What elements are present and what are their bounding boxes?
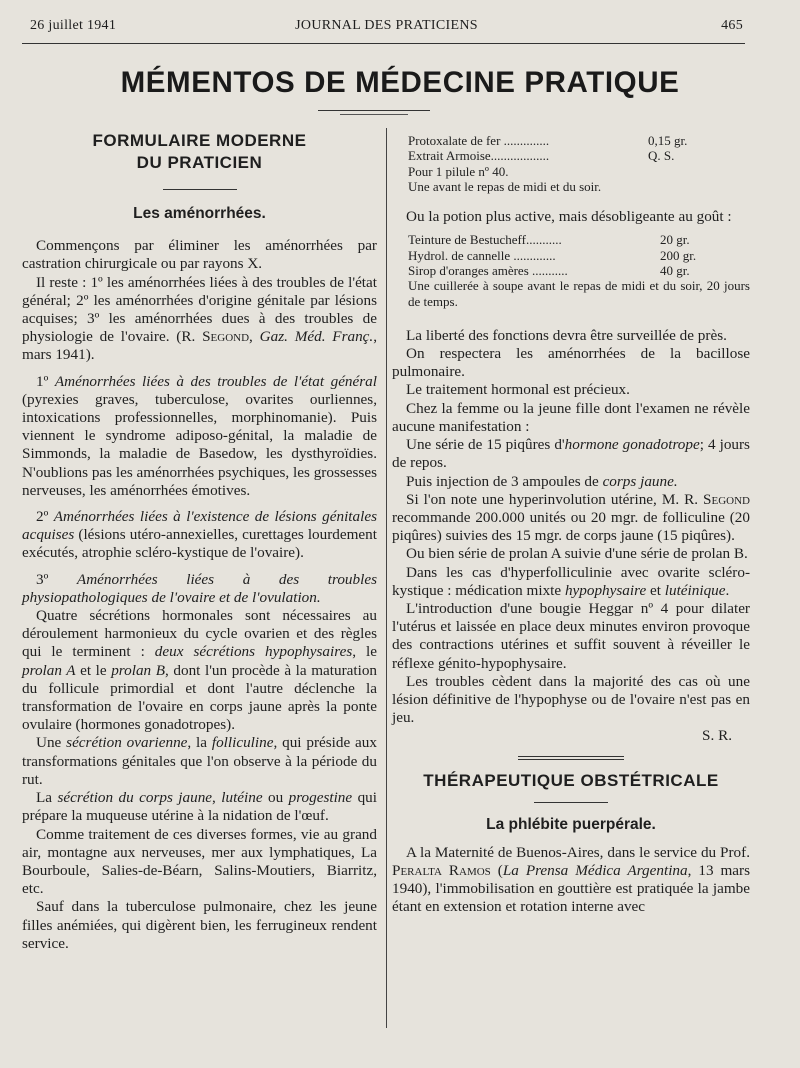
- author-name: Segond: [202, 328, 250, 346]
- section-title: [22, 130, 377, 174]
- prescription-line: Sirop d'oranges amères ........... 40 gr.: [408, 262, 690, 278]
- paragraph: Puis injection de 3 ampoules de corps jaune.: [406, 472, 678, 490]
- prescription-line: Pour 1 pilule nº 40.: [408, 163, 509, 179]
- prescription-line: Protoxalate de fer .............. 0,15 gr.: [408, 133, 688, 148]
- section-rule: [518, 759, 624, 760]
- issue-date: 26 juillet 1941: [30, 18, 117, 33]
- prescription-2: [392, 232, 750, 308]
- header-rule: [22, 43, 745, 44]
- paragraph: Sauf dans la tuberculose pulmonaire, chez les jeune filles anémiées, qui digèrent bien, les ferrugineux rendent service.: [22, 898, 377, 952]
- paragraph: Une sécrétion ovarienne, la folliculine, qui préside aux transformations génitales que l'on observe à la période du rut.: [22, 734, 377, 788]
- journal-reference: La Prensa Médica Argentina: [502, 861, 688, 879]
- author-name: Segond: [703, 490, 750, 508]
- prescription-line: Extrait Armoise.................. Q. S.: [408, 148, 675, 164]
- journal-reference: Gaz. Méd. Franç.: [259, 328, 374, 346]
- section-title-line-2: DU PRATICIEN: [136, 153, 263, 172]
- prescription-line: Teinture de Bestucheff........... 20 gr.: [408, 232, 690, 248]
- paragraph: Dans les cas d'hyperfolliculinie avec ovarite scléro-kystique : médication mixte hypophysaire et lutéinique.: [392, 563, 750, 599]
- paragraph: Quatre sécrétions hormonales sont nécessaires au déroulement harmonieux du cycle ovarien et des règles qui le terminent : deux sécrétions hypophysaires, le prolan A et le prolan B, dont l'un procède à la maturation du follicule primordial et dont l'autre déclenche la transformation de l'ovaire en corps jaune après la ponte ovulaire (hormones gonadotropes).: [22, 607, 378, 734]
- article-subtitle: La phlébite puerpérale.: [486, 815, 656, 833]
- paragraph: Les troubles cèdent dans la majorité des cas où une lésion définitive de l'hypophyse ou de l'ovaire n'est pas en jeu.: [392, 672, 750, 727]
- running-header: [30, 18, 743, 44]
- right-column: [392, 133, 750, 917]
- page-number: 465: [721, 18, 743, 33]
- title-rule: [318, 110, 430, 111]
- paragraph: On respectera les aménorrhées de la bacillose pulmonaire.: [392, 345, 750, 381]
- page-title: MÉMENTOS DE MÉDECINE PRATIQUE: [120, 66, 680, 99]
- prescription-note: Une cuillerée à soupe avant le repas de midi et du soir, 20 jours de temps.: [408, 278, 750, 309]
- journal-name: JOURNAL DES PRATICIENS: [295, 18, 478, 33]
- column-divider: [386, 128, 387, 1028]
- paragraph: La liberté des fonctions devra être surveillée de près.: [406, 326, 727, 344]
- article-subtitle: Les aménorrhées.: [133, 205, 266, 222]
- paragraph: Ou la potion plus active, mais désobligeante au goût :: [406, 208, 732, 226]
- paragraph: Ou bien série de prolan A suivie d'une série de prolan B.: [406, 545, 748, 563]
- prescription-line: Hydrol. de cannelle ............. 200 gr.: [408, 247, 697, 263]
- paragraph: 3º Aménorrhées liées à des troubles physiopathologiques de l'ovaire et de l'ovulation.: [22, 570, 377, 606]
- paragraph: Une série de 15 piqûres d'hormone gonadotrope; 4 jours de repos.: [392, 436, 750, 472]
- paragraph: Il reste : 1º les aménorrhées liées à des troubles de l'état général; 2º les aménorrhées d'origine génitale par lésions acquises; 3º les aménorrhées dues à des troubles de physiologie de l'ovaire. (R. Segond, Gaz. Méd. Franç., mars 1941).: [22, 273, 377, 364]
- prescription-note: Une avant le repas de midi et du soir.: [408, 178, 602, 194]
- paragraph: A la Maternité de Buenos-Aires, dans le service du Prof. Peralta Ramos (La Prensa Médica Argentina, 13 mars 1940), l'immobilisation en gouttière est pratiquée la jambe étant en extension et rotation interne avec: [392, 843, 751, 916]
- author-name: Peralta Ramos: [392, 861, 491, 879]
- paragraph: 2º Aménorrhées liées à l'existence de lésions génitales acquises (lésions utéro-annexielles, curettages lourdement exécutés, atrophie scléro-kystique de l'ovaire).: [22, 508, 377, 562]
- paragraph: Comme traitement de ces diverses formes, vie au grand air, montagne aux nerveuses, mer aux lymphatiques, La Bourboule, Salies-de-Béarn, Salins-Moutiers, Biarritz, etc.: [22, 825, 377, 898]
- section-title-line-1: FORMULAIRE MODERNE: [92, 131, 307, 150]
- section-rule: [534, 802, 608, 803]
- signature: S. R.: [702, 727, 732, 745]
- left-column: [22, 130, 377, 953]
- section-rule: [163, 189, 237, 190]
- paragraph: Commençons par éliminer les aménorrhées par castration chirurgicale ou par rayons X.: [22, 237, 377, 273]
- paragraph: L'introduction d'une bougie Heggar nº 4 pour dilater l'utérus et laissée en place deux minutes environ provoque des contractions utérines et suffit souvent à réveiller le réflexe génito-hypophysaire.: [392, 599, 750, 672]
- paragraph: Si l'on note une hyperinvolution utérine, M. R. Segond recommande 200.000 unités ou 20 mgr. de folliculine (20 piqûres) suivies des 15 mgr. de corps jaune (15 piqûres).: [392, 490, 750, 545]
- title-rule-short: [340, 114, 408, 115]
- paragraph: Chez la femme ou la jeune fille dont l'examen ne révèle aucune manifestation :: [392, 399, 750, 435]
- paragraph: Le traitement hormonal est précieux.: [406, 381, 630, 399]
- paragraph: La sécrétion du corps jaune, lutéine ou progestine qui prépare la muqueuse utérine à la nidation de l'œuf.: [22, 789, 377, 825]
- prescription-1: [392, 133, 750, 194]
- paragraph: 1º Aménorrhées liées à des troubles de l'état général (pyrexies graves, tuberculose, ovarites ourliennes, intoxications professionnelles, morphinomanie). Puis viennent le syndrome adiposo-génital, la maladie de Simmonds, la maladie de Basedow, les dysthyroïdies. N'oublions pas les aménorrhées psychiques, les grossesses nerveuses, les aménorrhées émotives.: [22, 372, 377, 499]
- section-title: THÉRAPEUTIQUE OBSTÉTRICALE: [423, 770, 719, 790]
- section-rule: [518, 756, 624, 757]
